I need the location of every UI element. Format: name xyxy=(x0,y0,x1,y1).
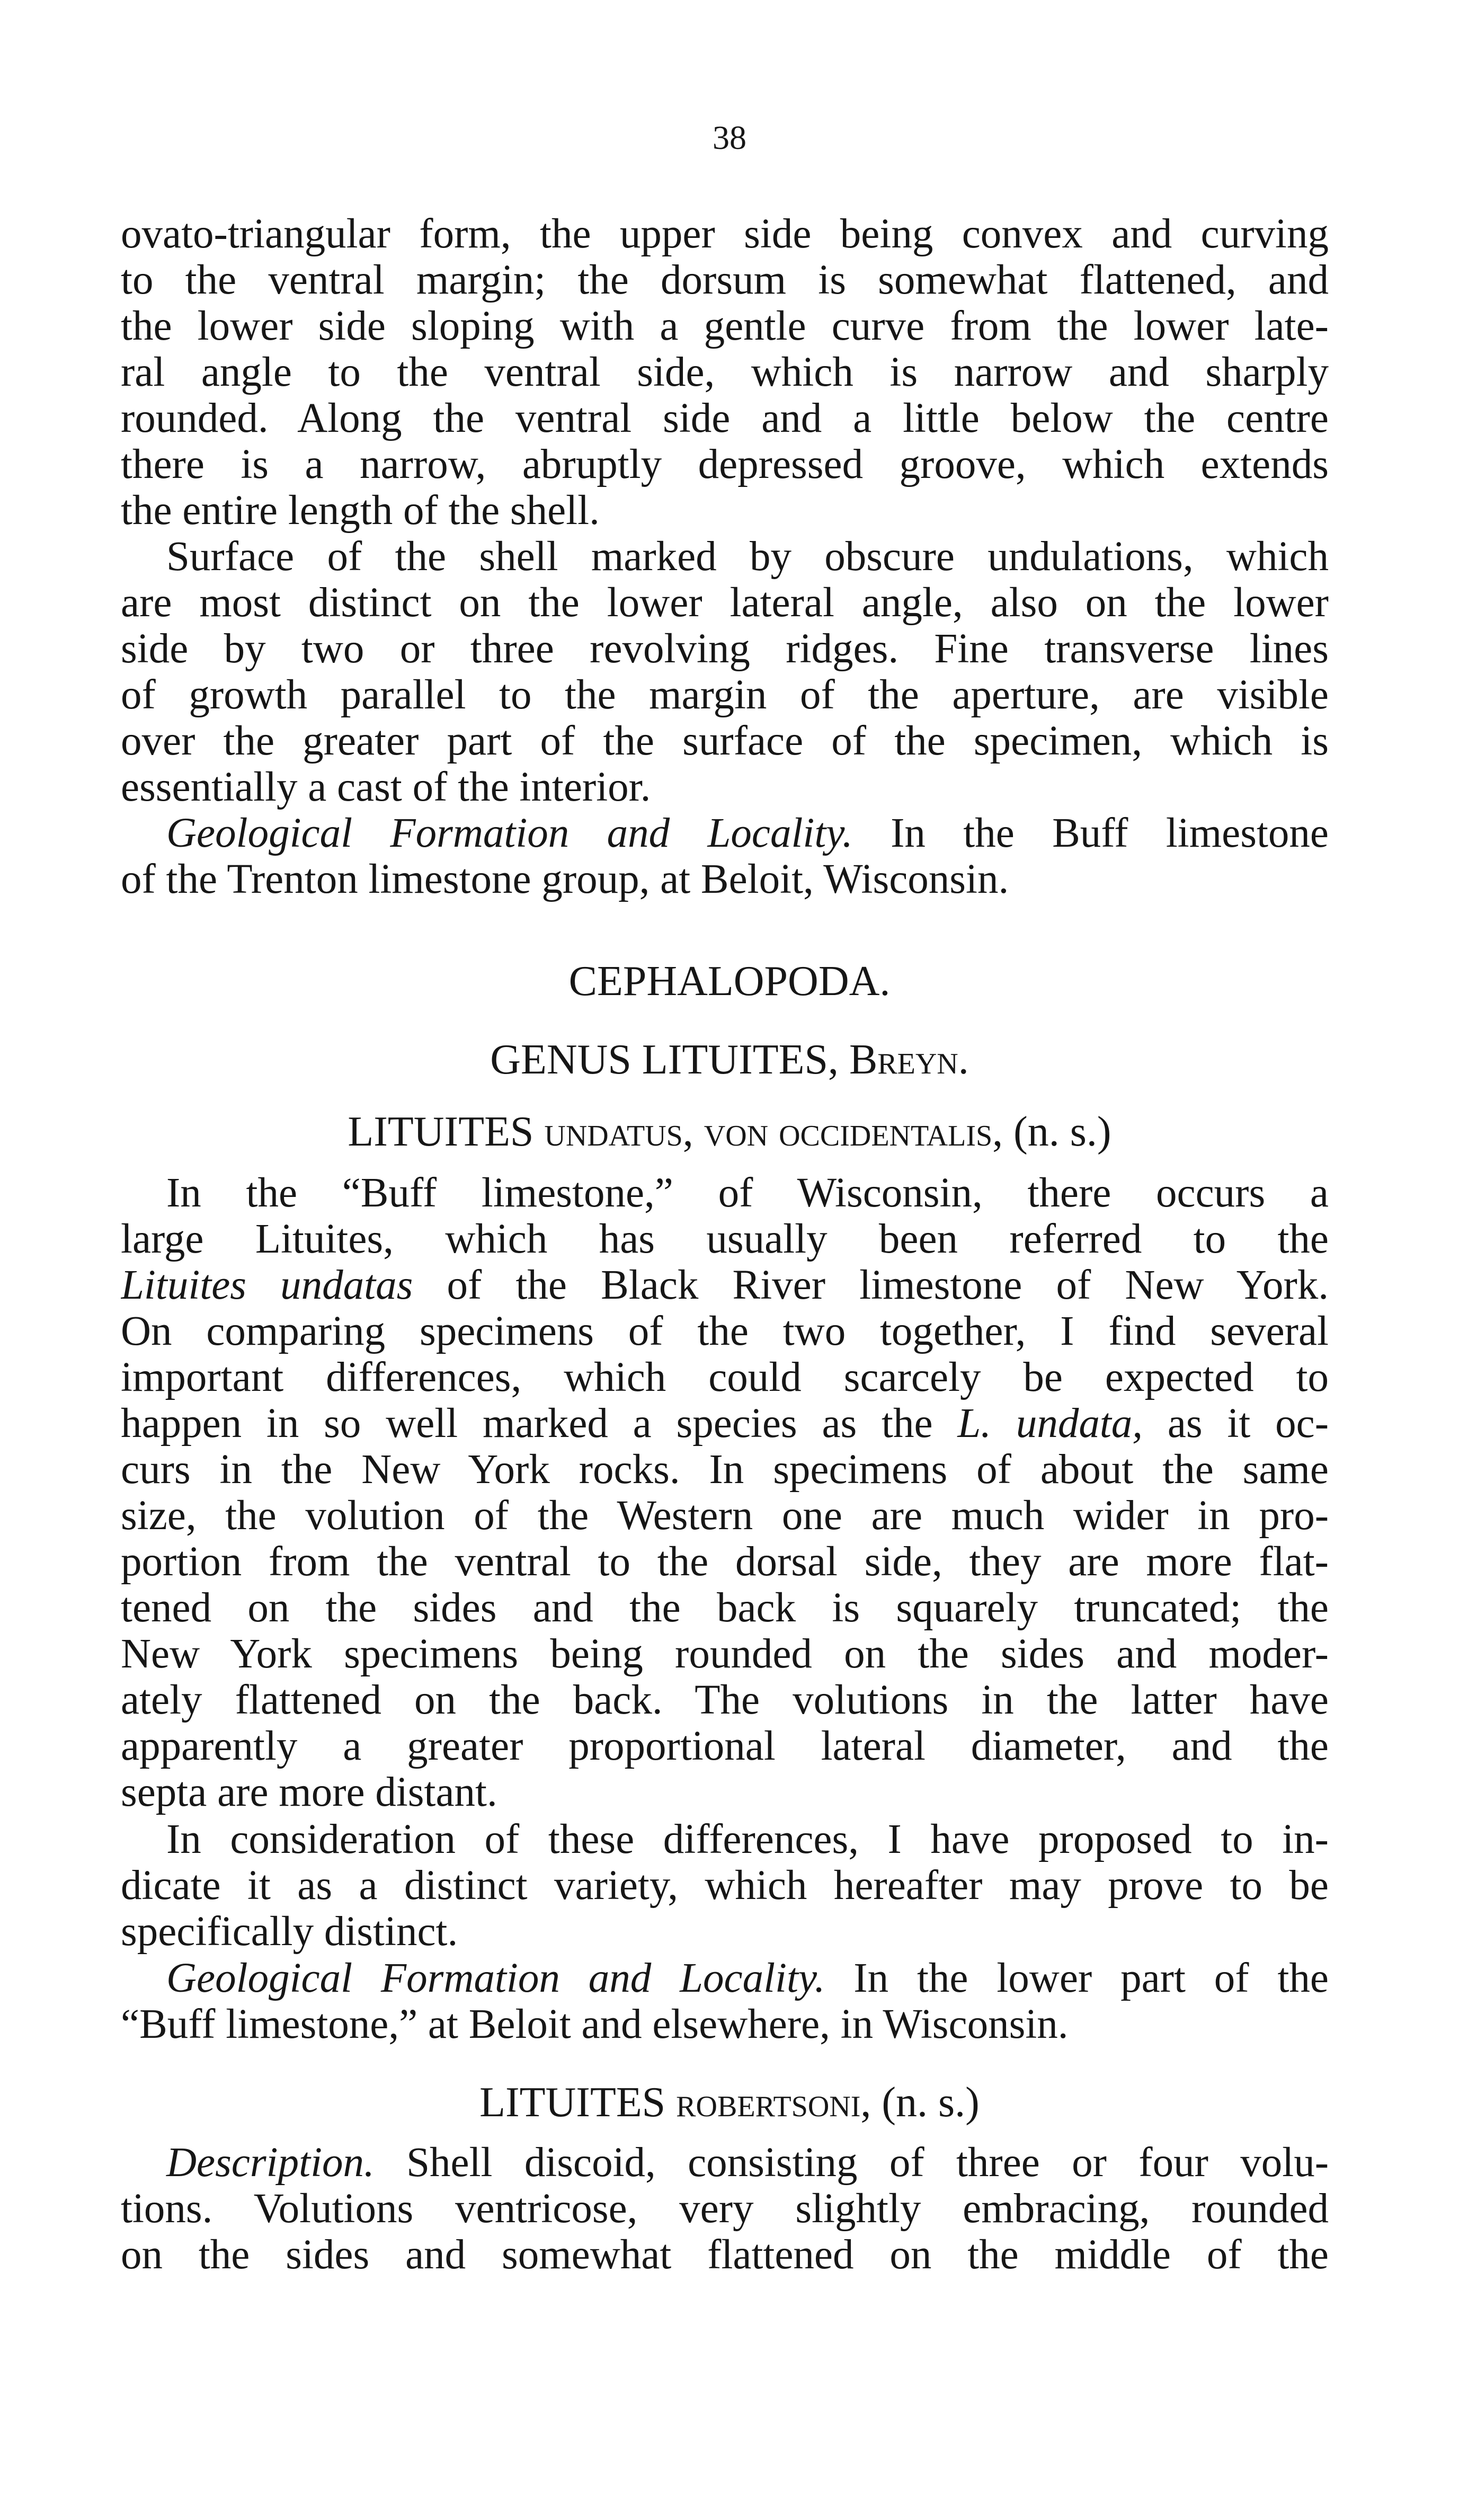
text-line: apparently a greater proportional lateral diameter, and the xyxy=(121,1723,1329,1769)
species-epithet: undatus, von occidentalis, xyxy=(544,1108,1003,1155)
description-label: Description. xyxy=(166,2140,375,2186)
text-line xyxy=(121,2140,1329,2186)
text-line: of growth parallel to the margin of the aperture, are visible xyxy=(121,672,1329,718)
text-line: rounded. Along the ventral side and a little below the centre xyxy=(121,395,1329,441)
species-note: (n. s.) xyxy=(1013,1108,1111,1155)
text-line: septa are more distant. xyxy=(121,1769,497,1815)
text-span: In the Buff limestone xyxy=(852,810,1329,856)
text-line: ovato-triangular form, the upper side being convex and curving xyxy=(121,211,1329,257)
text-line: tened on the sides and the back is squarely truncated; the xyxy=(121,1585,1329,1631)
paragraph-description xyxy=(121,2140,1329,2278)
text-line: specifically distinct. xyxy=(121,1909,458,1955)
text-line: In the “Buff limestone,” of Wisconsin, there occurs a xyxy=(166,1170,1329,1216)
text-line: portion from the ventral to the dorsal side, they are more flat- xyxy=(121,1539,1329,1585)
text-line: size, the volution of the Western one are much wider in pro- xyxy=(121,1493,1329,1539)
text-line: “Buff limestone,” at Beloit and elsewhere, in Wisconsin. xyxy=(121,2001,1069,2047)
text-line: large Lituites, which has usually been referred to the xyxy=(121,1216,1329,1262)
species-genus: LITUITES xyxy=(479,2079,666,2126)
text-line: In consideration of these differences, I have proposed to in- xyxy=(166,1816,1329,1862)
text-line: curs in the New York rocks. In specimens of about the same xyxy=(121,1447,1329,1493)
species-genus: LITUITES xyxy=(348,1108,534,1155)
paragraph-undatus xyxy=(121,1170,1329,1815)
text-line: the entire length of the shell. xyxy=(121,487,600,534)
species-name-italic: L. undata, xyxy=(957,1400,1143,1447)
heading-species-undatus xyxy=(0,1108,1459,1155)
paragraph-shell-form xyxy=(121,211,1329,534)
paragraph-locality-2 xyxy=(121,1955,1329,2047)
text-line: to the ventral margin; the dorsum is somewhat flattened, and xyxy=(121,257,1329,303)
text-line: on the sides and somewhat flattened on the middle of the xyxy=(121,2232,1329,2278)
paragraph-surface xyxy=(121,534,1329,810)
text-line: of the Trenton limestone group, at Beloit, Wisconsin. xyxy=(121,856,1009,902)
page-number: 38 xyxy=(713,119,746,156)
species-note: (n. s.) xyxy=(882,2079,980,2126)
text-line: the lower side sloping with a gentle curve from the lower late- xyxy=(121,303,1329,349)
text-span: In the lower part of the xyxy=(825,1955,1329,2001)
text-span: happen in so well marked a species as the xyxy=(121,1400,958,1447)
locality-label: Geological Formation and Locality. xyxy=(166,1955,825,2001)
text-line: are most distinct on the lower lateral angle, also on the lower xyxy=(121,580,1329,626)
text-span: as it oc- xyxy=(1143,1400,1329,1447)
text-line: Surface of the shell marked by obscure undulations, which xyxy=(166,534,1329,580)
text-line: ately flattened on the back. The volutions in the latter have xyxy=(121,1677,1329,1723)
locality-label: Geological Formation and Locality. xyxy=(166,810,853,856)
text-line: New York specimens being rounded on the sides and moder- xyxy=(121,1631,1329,1677)
paragraph-locality-1 xyxy=(121,810,1329,902)
text-line: side by two or three revolving ridges. Fine transverse lines xyxy=(121,626,1329,672)
heading-class: CEPHALOPODA. xyxy=(568,958,891,1005)
text-span: of the Black River limestone of New York. xyxy=(413,1262,1329,1308)
text-line xyxy=(121,1262,1329,1308)
text-span: Shell discoid, consisting of three or four volu- xyxy=(374,2140,1329,2186)
species-epithet: robertsoni, xyxy=(676,2079,871,2126)
paragraph-consideration xyxy=(121,1816,1329,1955)
text-line: important differences, which could scarcely be expected to xyxy=(121,1354,1329,1400)
text-line: essentially a cast of the interior. xyxy=(121,764,651,810)
text-line: over the greater part of the surface of the specimen, which is xyxy=(121,718,1329,764)
species-name-italic: Lituites undatas xyxy=(121,1262,413,1308)
genus-author: Breyn. xyxy=(849,1036,969,1083)
text-line xyxy=(121,1400,1329,1447)
text-line: On comparing specimens of the two together, I find several xyxy=(121,1308,1329,1354)
heading-species-robertsoni xyxy=(0,2081,1459,2124)
text-line: there is a narrow, abruptly depressed groove, which extends xyxy=(121,441,1329,487)
heading-genus xyxy=(0,1036,1459,1083)
text-line xyxy=(121,1955,1329,2001)
genus-name: GENUS LITUITES, xyxy=(490,1036,839,1083)
text-line: dicate it as a distinct variety, which hereafter may prove to be xyxy=(121,1862,1329,1909)
text-line xyxy=(121,810,1329,856)
text-line: tions. Volutions ventricose, very slightly embracing, rounded xyxy=(121,2186,1329,2232)
text-line: ral angle to the ventral side, which is narrow and sharply xyxy=(121,349,1329,395)
